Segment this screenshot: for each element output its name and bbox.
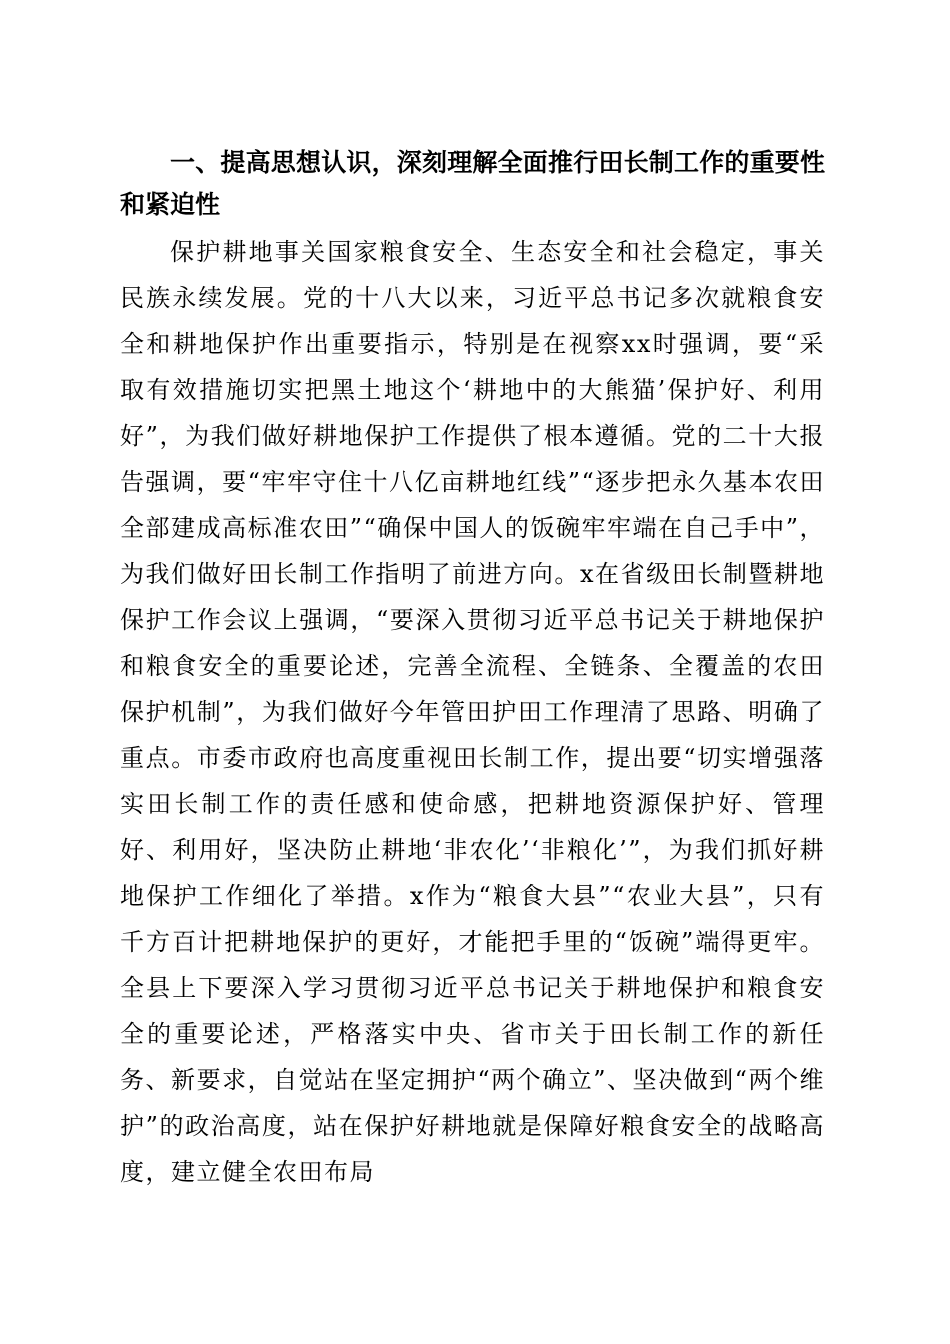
section-heading: 一、提高思想认识，深刻理解全面推行田长制工作的重要性和紧迫性 [120,148,825,219]
document-body [120,142,825,1195]
body-paragraph: 保护耕地事关国家粮食安全、生态安全和社会稳定，事关民族永续发展。党的十八大以来，习近平总书记多次就粮食安全和耕地保护作出重要指示，特别是在视察xx时强调，要“采取有效措施切实把黑土地这个‘耕地中的大熊猫’保护好、利用好”，为我们做好耕地保护工作提供了根本遵循。党的二十大报告强调，要“牢牢守住十八亿亩耕地红线”“逐步把永久基本农田全部建成高标准农田”“确保中国人的饭碗牢牢端在自己手中”，为我们做好田长制工作指明了前进方向。x在省级田长制暨耕地保护工作会议上强调，“要深入贯彻习近平总书记关于耕地保护和粮食安全的重要论述，完善全流程、全链条、全覆盖的农田保护机制”，为我们做好今年管田护田工作理清了思路、明确了重点。市委市政府也高度重视田长制工作，提出要“切实增强落实田长制工作的责任感和使命感，把耕地资源保护好、管理好、利用好，坚决防止耕地‘非农化’‘非粮化’”，为我们抓好耕地保护工作细化了举措。x作为“粮食大县”“农业大县”，只有千方百计把耕地保护的更好，才能把手里的“饭碗”端得更牢。全县上下要深入学习贯彻习近平总书记关于耕地保护和粮食安全的重要论述，严格落实中央、省市关于田长制工作的新任务、新要求，自觉站在坚定拥护“两个确立”、坚决做到“两个维护”的政治高度，站在保护好耕地就是保障好粮食安全的战略高度，建立健全农田布局 [120,238,825,1186]
